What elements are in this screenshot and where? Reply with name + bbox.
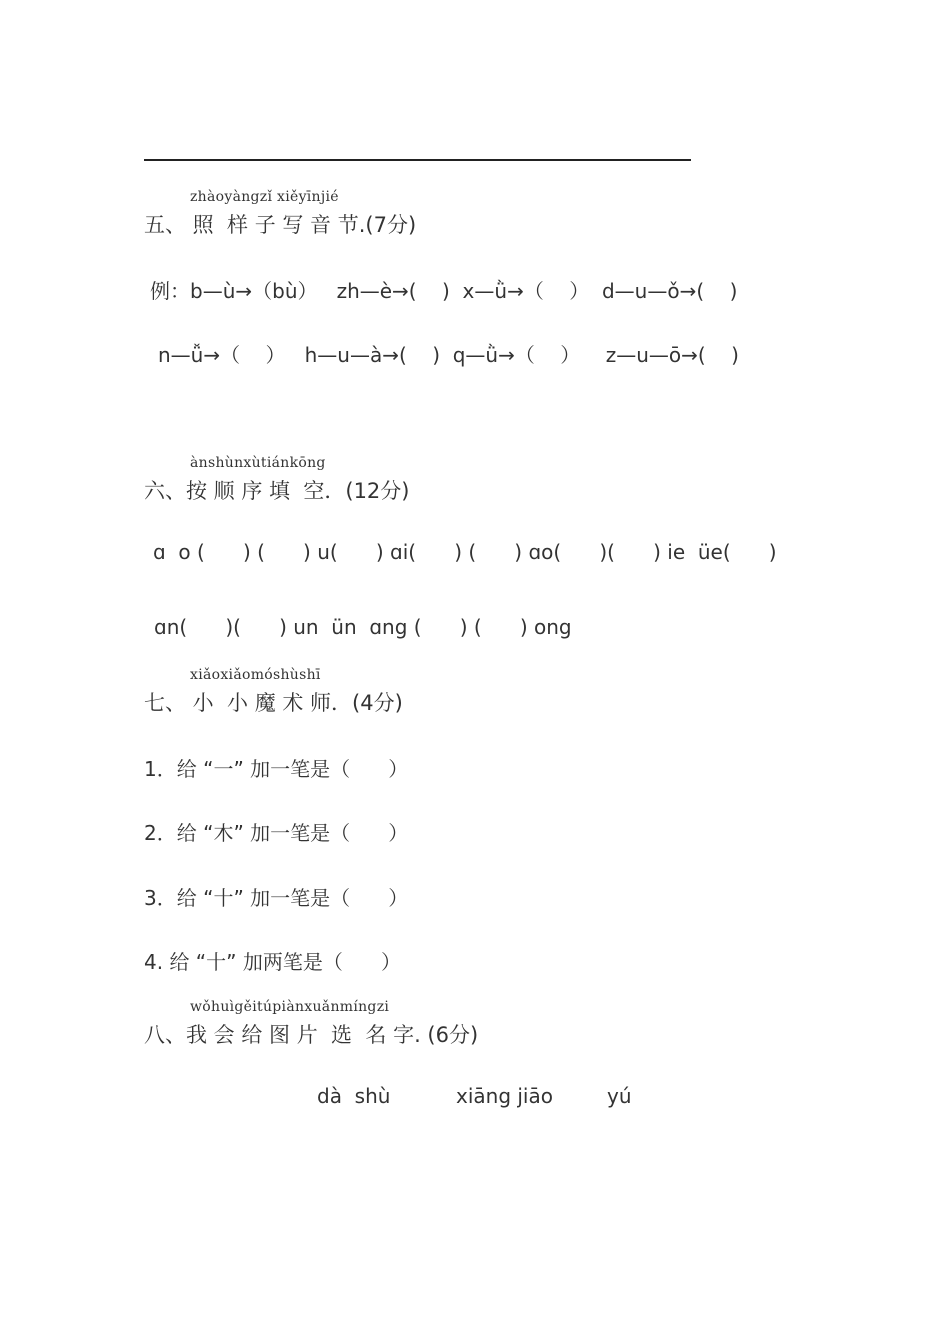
section-7-heading: 七、 小 小 魔 术 师．(4分) [144, 691, 403, 715]
section-5-pinyin: zhàoyàngzǐ xiěyīnjié [190, 189, 339, 205]
section-7-item-4: 4. 给 “十” 加两笔是（ ） [144, 950, 402, 974]
section-6-line-1: ɑ o ( ) ( ) u( ) ɑi( ) ( ) ɑo( )( ) ie üe( ) [153, 540, 777, 564]
section-7-pinyin: xiǎoxiǎomóshùshī [190, 667, 321, 683]
picture-name-fish: yú [607, 1084, 632, 1108]
top-rule [144, 159, 691, 161]
section-5-line-2: n—ǚ→（ ） h—u—à→( ) q—ǜ→（ ） z—u—ō→( ) [158, 343, 739, 367]
picture-name-big-tree: dà shù [317, 1084, 391, 1108]
section-8-pinyin: wǒhuìgěitúpiànxuǎnmíngzi [190, 999, 390, 1015]
section-8-heading: 八、我 会 给 图 片 选 名 字. (6分) [144, 1023, 479, 1047]
section-5-heading: 五、 照 样 子 写 音 节.(7分) [144, 213, 417, 237]
section-6-line-2: ɑn( )( ) un ün ɑng ( ) ( ) ong [154, 615, 572, 639]
picture-name-banana: xiāng jiāo [456, 1084, 553, 1108]
section-6-heading: 六、按 顺 序 填 空．(12分) [144, 479, 410, 503]
section-5-line-1: 例：b—ù→（bù） zh—è→( ) x—ǜ→（ ） d—u—ǒ→( ) [150, 279, 738, 303]
section-7-item-1: 1．给 “一” 加一笔是（ ） [144, 757, 409, 781]
section-6-pinyin: ànshùnxùtiánkōng [190, 455, 326, 471]
section-7-item-3: 3．给 “十” 加一笔是（ ） [144, 886, 409, 910]
section-7-item-2: 2．给 “木” 加一笔是（ ） [144, 821, 409, 845]
